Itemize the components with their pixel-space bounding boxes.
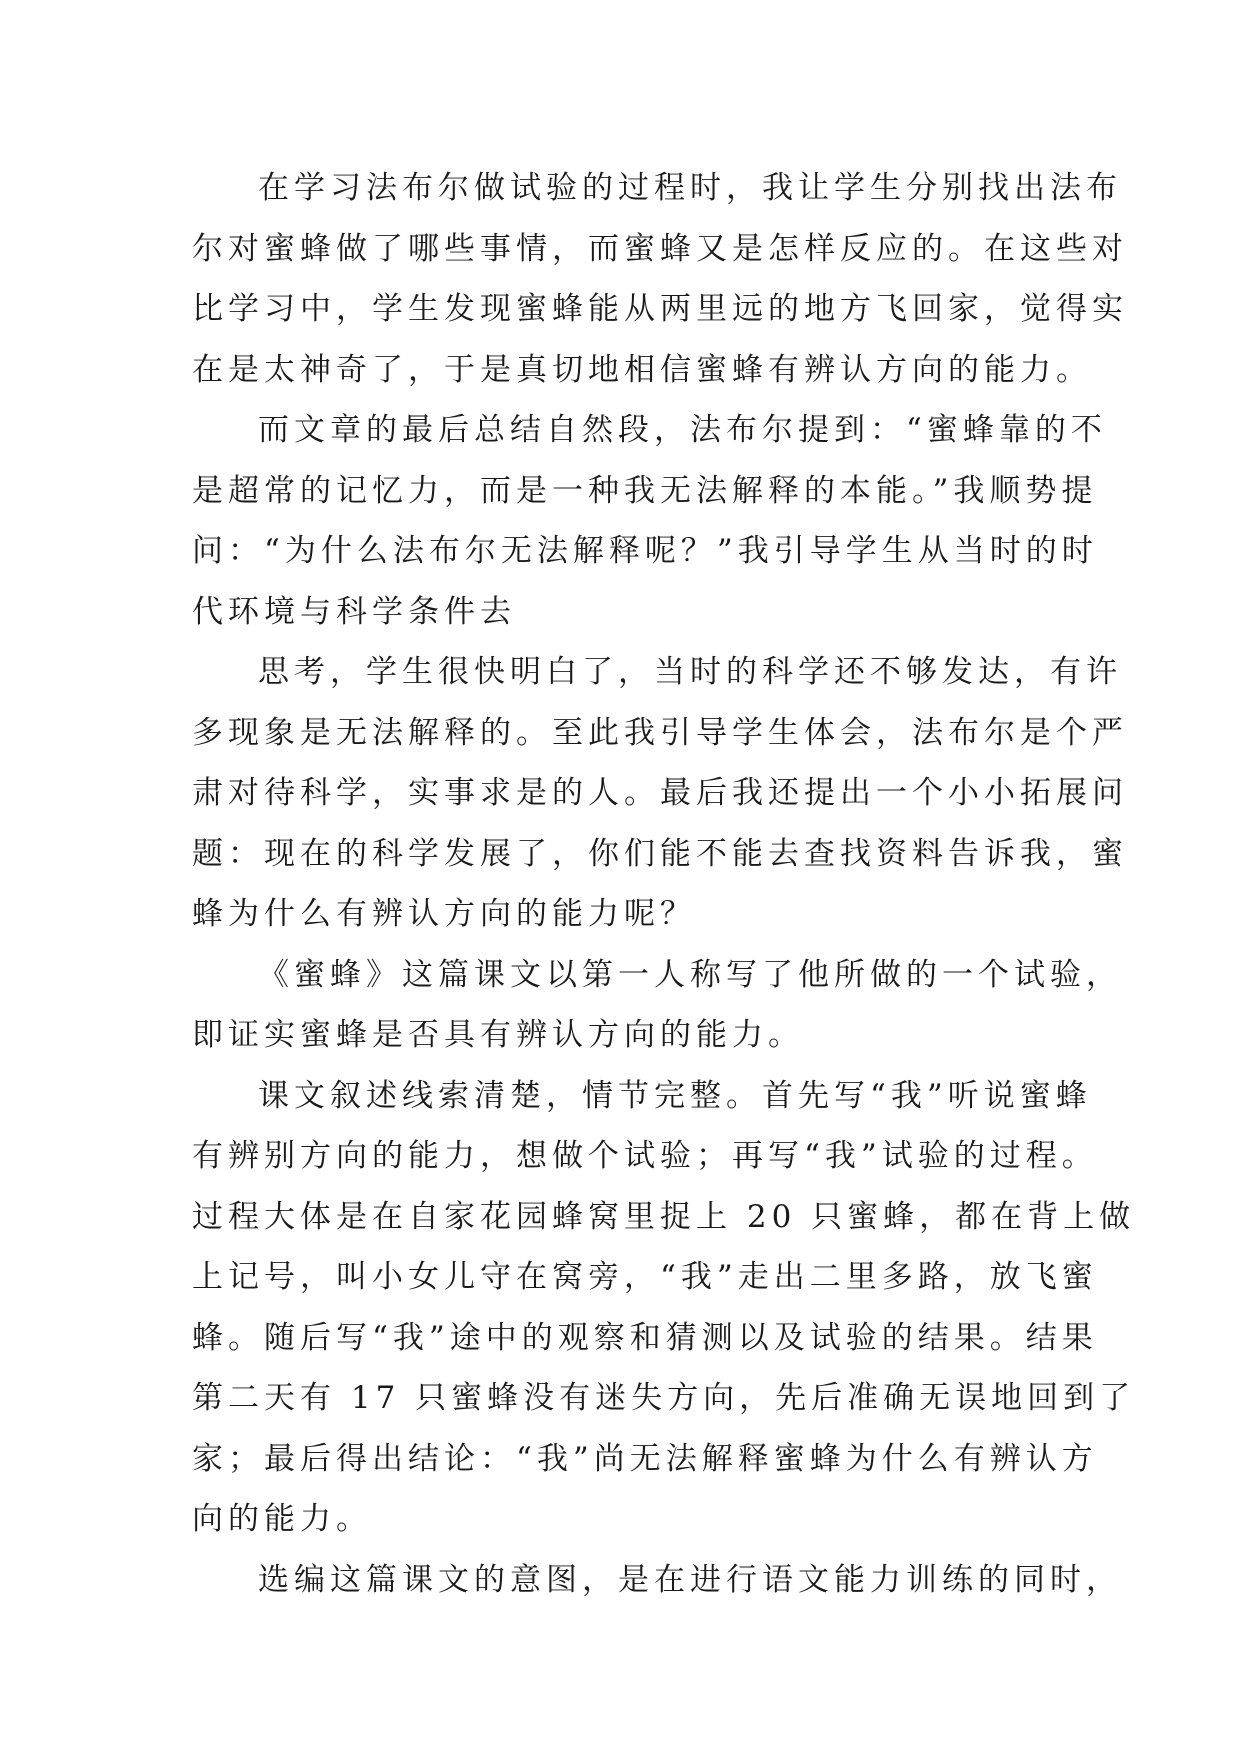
text-line: 比学习中，学生发现蜜蜂能从两里远的地方飞回家，觉得实 xyxy=(192,291,1128,327)
paragraph-5 xyxy=(192,1066,1136,1550)
text-line: 上记号，叫小女儿守在窝旁，“我”走出二里多路，放飞蜜 xyxy=(192,1259,1098,1295)
text-line: 代环境与科学条件去 xyxy=(192,593,516,630)
text-line: 过程大体是在自家花园蜂窝里捉上 20 只蜜蜂，都在背上做 xyxy=(192,1198,1136,1235)
text-line: 思考，学生很快明白了，当时的科学还不够发达，有许 xyxy=(258,654,1122,690)
paragraph-6 xyxy=(192,1550,1122,1611)
text-line: 而文章的最后总结自然段，法布尔提到：“蜜蜂靠的不 xyxy=(258,412,1107,448)
text-line: 家；最后得出结论：“我”尚无法解释蜜蜂为什么有辨认方 xyxy=(192,1440,1098,1477)
text-line: 在学习法布尔做试验的过程时，我让学生分别找出法布 xyxy=(258,170,1122,206)
text-line: 蜂为什么有辨认方向的能力呢？ xyxy=(192,896,696,932)
body-text xyxy=(192,158,1136,1610)
text-line: 即证实蜜蜂是否具有辨认方向的能力。 xyxy=(192,1017,804,1053)
text-line: 题：现在的科学发展了，你们能不能去查找资料告诉我，蜜 xyxy=(192,835,1128,872)
text-line: 多现象是无法解释的。至此我引导学生体会，法布尔是个严 xyxy=(192,714,1128,751)
paragraph-4 xyxy=(192,945,1122,1066)
text-line: 蜂。随后写“我”途中的观察和猜测以及试验的结果。结果 xyxy=(192,1319,1098,1356)
text-line: 《蜜蜂》这篇课文以第一人称写了他所做的一个试验， xyxy=(258,956,1122,993)
text-line: 向的能力。 xyxy=(192,1501,372,1537)
text-line: 选编这篇课文的意图，是在进行语文能力训练的同时， xyxy=(258,1561,1122,1598)
text-line: 是超常的记忆力，而是一种我无法解释的本能。”我顺势提 xyxy=(192,472,1098,509)
text-line: 尔对蜜蜂做了哪些事情，而蜜蜂又是怎样反应的。在这些对 xyxy=(192,230,1128,267)
text-line: 课文叙述线索清楚，情节完整。首先写“我”听说蜜蜂 xyxy=(258,1077,1092,1114)
text-line: 有辨别方向的能力，想做个试验；再写“我”试验的过程。 xyxy=(192,1138,1098,1174)
text-line: 肃对待科学，实事求是的人。最后我还提出一个小小拓展问 xyxy=(192,775,1128,811)
paragraph-3 xyxy=(192,642,1128,945)
paragraph-2 xyxy=(192,400,1107,642)
paragraph-1 xyxy=(192,158,1128,400)
text-line: 问：“为什么法布尔无法解释呢？”我引导学生从当时的时 xyxy=(192,533,1098,569)
text-line: 在是太神奇了，于是真切地相信蜜蜂有辨认方向的能力。 xyxy=(192,351,1092,388)
text-line: 第二天有 17 只蜜蜂没有迷失方向，先后准确无误地回到了 xyxy=(192,1380,1136,1416)
